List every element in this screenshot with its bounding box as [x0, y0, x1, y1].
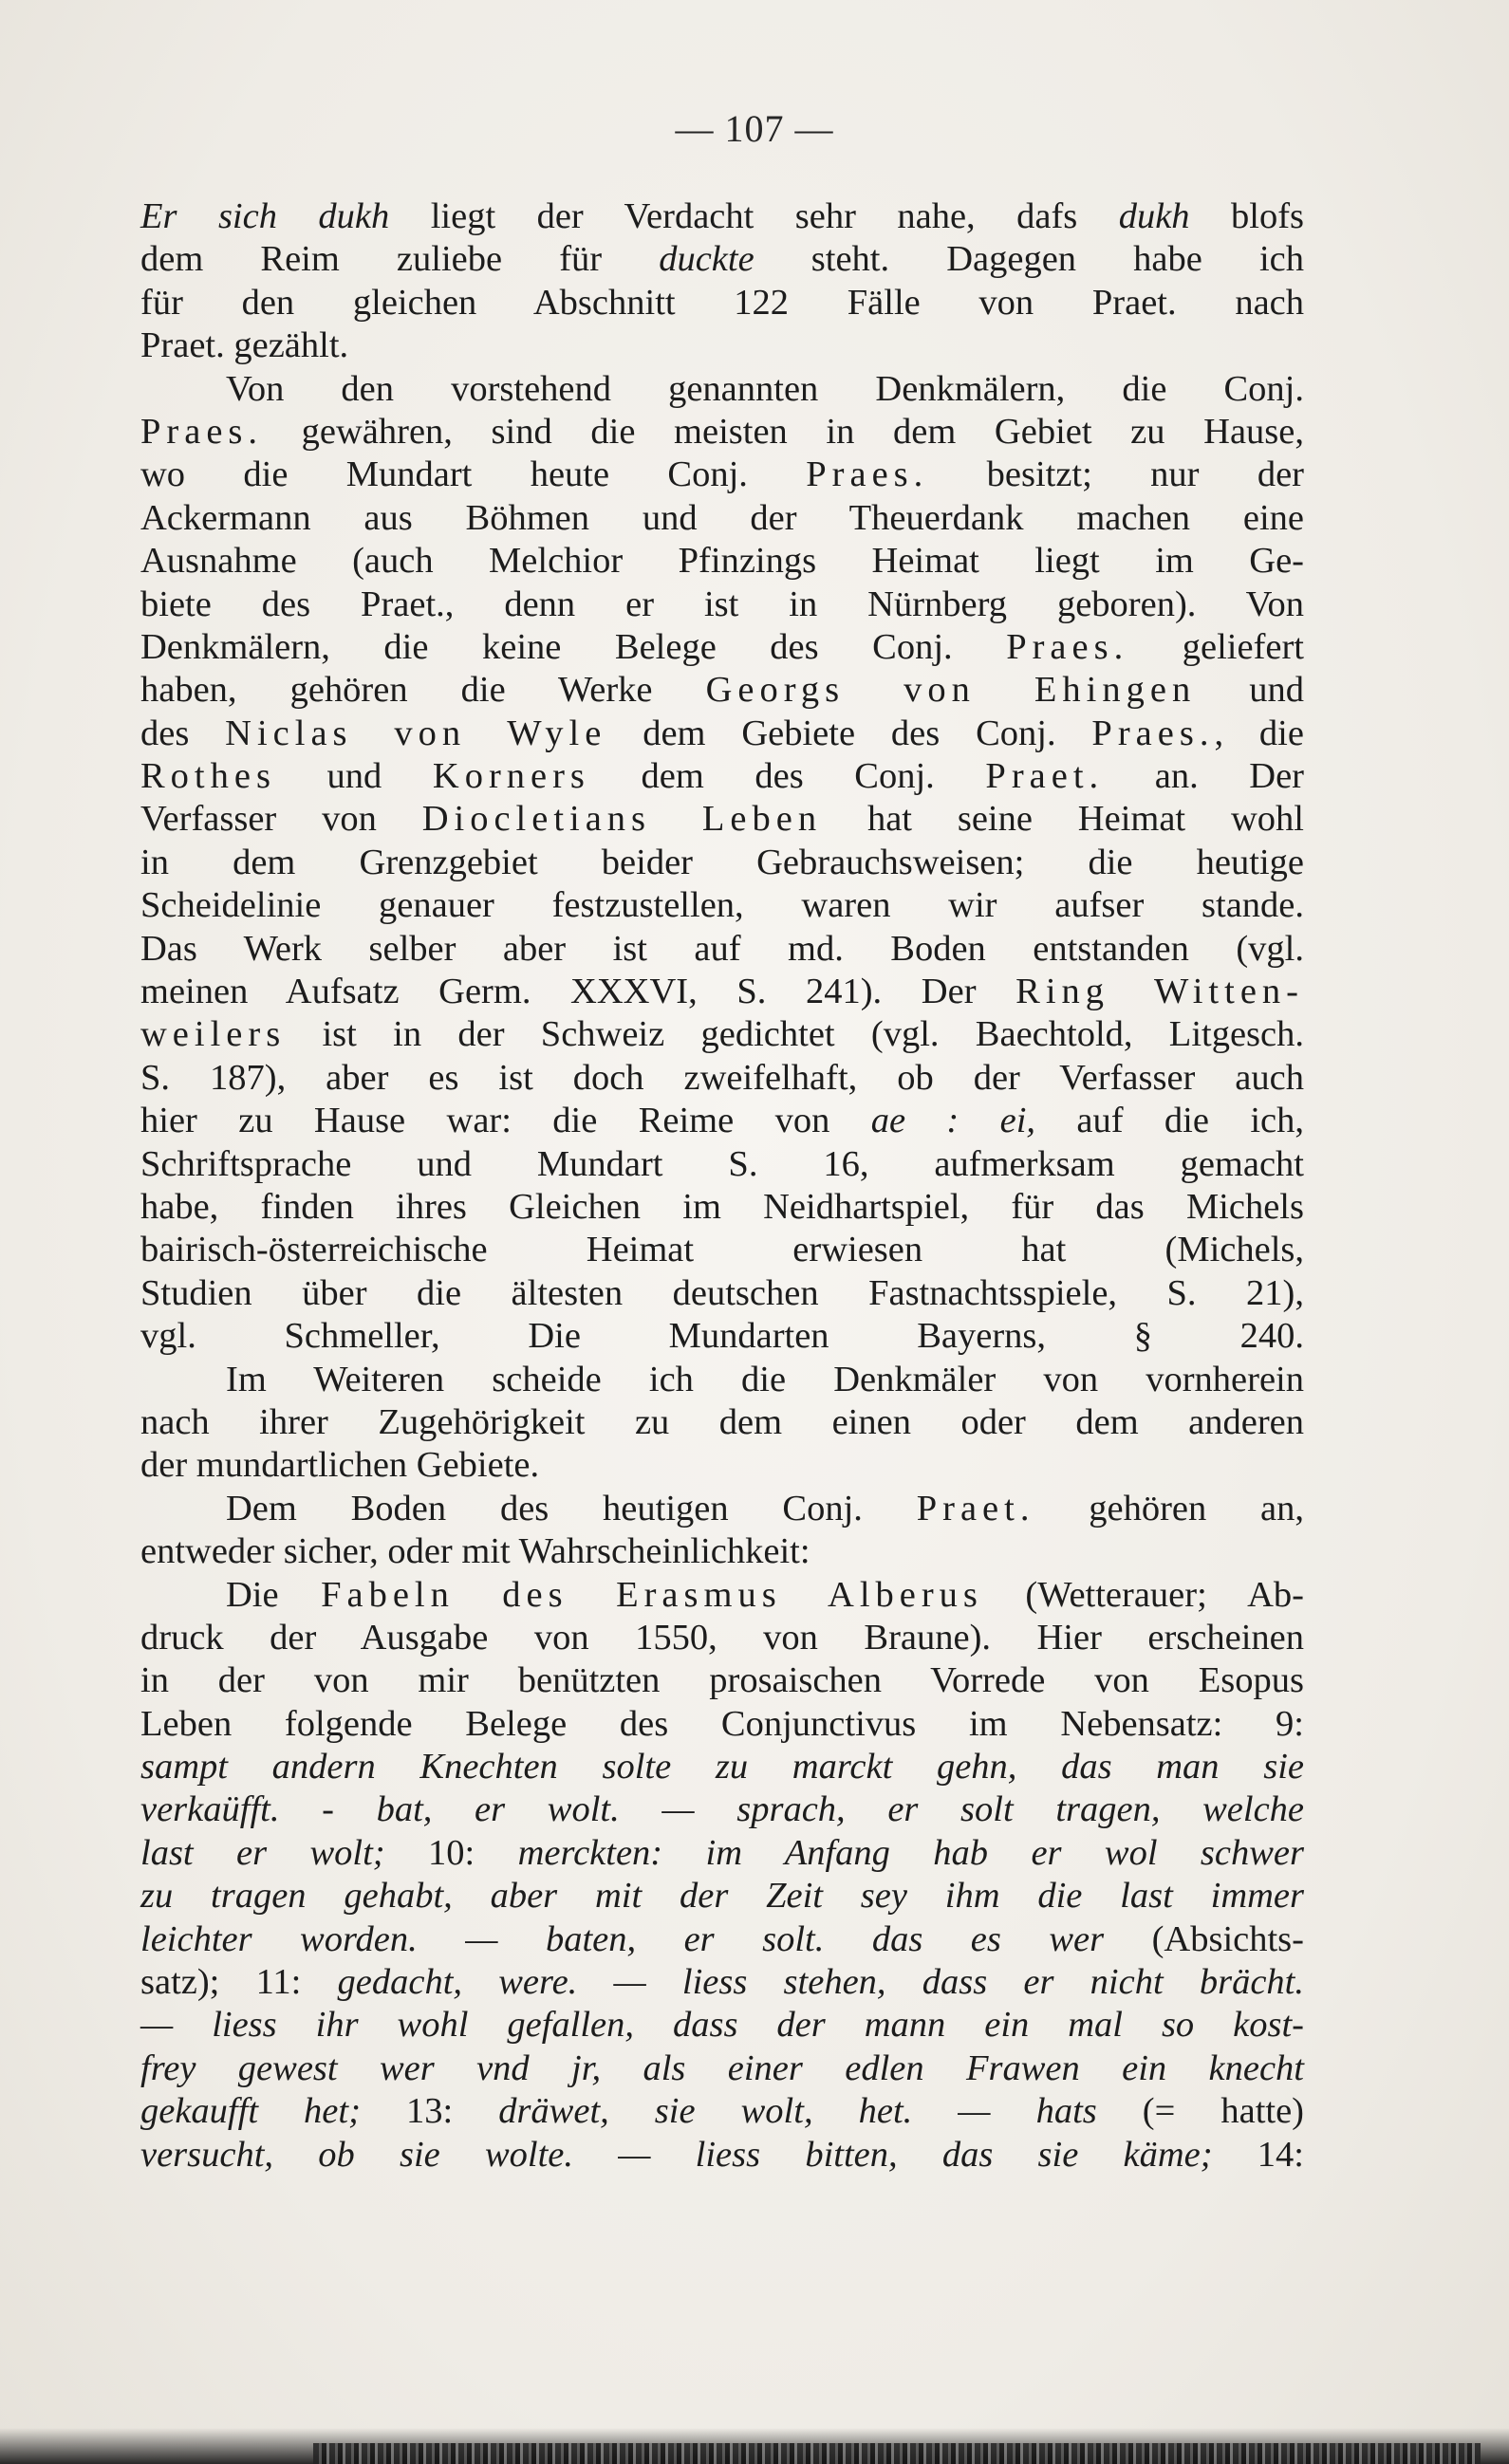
text-segment: satz); 11: — [140, 1962, 338, 2003]
text-segment: S. 187), aber es ist doch zweifelhaft, ob der Verfasser auch — [140, 1057, 1304, 1098]
text-segment: Schriftsprache und Mundart S. 16, aufmerksam gemacht — [140, 1143, 1304, 1184]
text-line — [140, 1574, 1304, 1617]
spaced-text: Korners — [432, 756, 590, 797]
text-segment: 13: — [360, 2091, 499, 2132]
text-segment: vgl. Schmeller, Die Mundarten Bayerns, § 240. — [140, 1316, 1304, 1357]
text-line — [140, 755, 1304, 798]
spaced-text: Niclas von Wyle — [225, 713, 607, 753]
text-line — [140, 1617, 1304, 1659]
text-line — [140, 1832, 1304, 1875]
spaced-text: Praes. — [1006, 626, 1129, 667]
text-line — [140, 669, 1304, 712]
text-segment: an. Der — [1104, 756, 1304, 797]
text-segment: auf die ich, — [1035, 1101, 1304, 1141]
text-line — [140, 1444, 1304, 1487]
text-segment: liegt der Verdacht sehr nahe, dafs — [389, 196, 1119, 236]
text-line — [140, 584, 1304, 626]
text-line — [140, 2134, 1304, 2177]
text-segment: Von den vorstehend genannten Denkmälern, die Conj. — [226, 368, 1304, 409]
text-segment: Denkmälern, die keine Belege des Conj. — [140, 626, 1007, 667]
text-line — [140, 1961, 1304, 2004]
text-segment: in der von mir benützten prosaischen Vorrede von Esopus — [140, 1660, 1304, 1701]
italic-text: verkaüfft. - bat, er wolt. — sprach, er solt tragen, welche — [140, 1789, 1304, 1830]
text-segment: in dem Grenzgebiet beider Gebrauchsweisen; die heutige — [140, 842, 1304, 882]
italic-text: sampt andern Knechten solte zu marckt gehn, das man sie — [140, 1747, 1304, 1788]
text-segment: , die — [1214, 713, 1304, 753]
text-line — [140, 842, 1304, 884]
text-line — [140, 2090, 1304, 2133]
text-segment: Das Werk selber aber ist auf md. Boden entstanden (vgl. — [140, 928, 1304, 969]
spaced-text: Rothes — [140, 756, 276, 797]
text-segment: Praet. gezählt. — [140, 325, 349, 366]
text-line — [140, 928, 1304, 971]
text-segment: hat seine Heimat wohl — [822, 799, 1304, 840]
italic-text: dukh — [1118, 196, 1190, 236]
text-segment: und — [275, 756, 433, 797]
text-segment: wo die Mundart heute Conj. — [140, 454, 807, 495]
text-line — [140, 411, 1304, 454]
spaced-text: Praes. — [140, 411, 264, 452]
text-segment: 14: — [1212, 2134, 1304, 2175]
text-line — [140, 971, 1304, 1013]
italic-text: gedacht, were. — liess stehen, dass er nicht brächt. — [337, 1962, 1304, 2003]
spaced-text: Fabeln des Erasmus Alberus — [321, 1574, 983, 1615]
text-segment: geliefert — [1128, 626, 1304, 667]
text-line — [140, 1057, 1304, 1100]
text-segment: Leben folgende Belege des Conjunctivus im Nebensatz: 9: — [140, 1703, 1304, 1744]
text-line — [140, 626, 1304, 669]
text-line — [140, 1186, 1304, 1229]
text-segment: (= hatte) — [1096, 2091, 1304, 2132]
text-line — [140, 713, 1304, 755]
text-line — [140, 540, 1304, 583]
text-line — [140, 1013, 1304, 1056]
text-segment: bairisch-österreichische Heimat erwiesen hat (Michels, — [140, 1230, 1304, 1270]
italic-text: Er sich dukh — [140, 196, 390, 236]
spaced-text: Praet. — [916, 1488, 1035, 1528]
text-line — [140, 1659, 1304, 1702]
text-segment: Studien über die ältesten deutschen Fastnachtsspiele, S. 21), — [140, 1272, 1304, 1313]
spaced-text: weilers — [140, 1014, 287, 1055]
text-line — [140, 1272, 1304, 1315]
text-line — [140, 1703, 1304, 1746]
text-segment: meinen Aufsatz Germ. XXXVI, S. 241). Der — [140, 972, 1016, 1012]
text-segment: entweder sicher, oder mit Wahrscheinlichkeit: — [140, 1531, 810, 1572]
text-segment: gewähren, sind die meisten in dem Gebiet zu Hause, — [263, 411, 1304, 452]
italic-text: leichter worden. — baten, er solt. das es wer — [140, 1918, 1105, 1959]
text-line — [140, 1401, 1304, 1444]
text-segment: Dem Boden des heutigen Conj. — [226, 1488, 917, 1528]
text-line — [140, 368, 1304, 411]
italic-text: ae : ei, — [870, 1101, 1036, 1141]
text-segment: dem Gebiete des Conj. — [606, 713, 1092, 753]
text-line — [140, 282, 1304, 324]
text-line — [140, 195, 1304, 238]
italic-text: gekaufft het; — [140, 2091, 361, 2132]
body-text — [140, 195, 1304, 2177]
text-segment: Im Weiteren scheide ich die Denkmäler von vornherein — [226, 1359, 1304, 1399]
text-segment: der mundartlichen Gebiete. — [140, 1445, 540, 1486]
text-line — [140, 454, 1304, 496]
text-line — [140, 2004, 1304, 2047]
text-segment: Die — [226, 1574, 322, 1615]
text-segment: druck der Ausgabe von 1550, von Braune). Hier erscheinen — [140, 1617, 1304, 1658]
text-segment: (Absichts- — [1104, 1918, 1304, 1959]
text-segment: biete des Praet., denn er ist in Nürnberg geboren). Von — [140, 584, 1304, 624]
text-line — [140, 324, 1304, 367]
italic-text: zu tragen gehabt, aber mit der Zeit sey ihm die last immer — [140, 1876, 1304, 1917]
page-number: — 107 — — [675, 107, 834, 150]
text-segment: des — [140, 713, 226, 753]
spaced-text: Diocletians Leben — [421, 799, 823, 840]
spaced-text: Praet. — [985, 756, 1105, 797]
text-segment: nach ihrer Zugehörigkeit zu dem einen oder dem anderen — [140, 1401, 1304, 1442]
text-segment: 10: — [384, 1832, 518, 1873]
text-line — [140, 1488, 1304, 1530]
text-segment: Ausnahme (auch Melchior Pfinzings Heimat liegt im Ge- — [140, 541, 1304, 582]
text-line — [140, 1530, 1304, 1573]
text-segment: dem des Conj. — [589, 756, 986, 797]
italic-text: dräwet, sie wolt, het. — hats — [498, 2091, 1097, 2132]
text-line — [140, 1875, 1304, 1917]
text-line — [140, 1315, 1304, 1358]
text-line — [140, 798, 1304, 841]
text-segment: blofs — [1189, 196, 1305, 236]
text-segment: dem Reim zuliebe für — [140, 239, 660, 280]
spaced-text: Georgs von Ehingen — [705, 670, 1197, 711]
text-segment: hier zu Hause war: die Reime von — [140, 1101, 871, 1141]
scan-binding-band — [313, 2443, 1481, 2464]
text-segment: Verfasser von — [140, 799, 422, 840]
text-segment: gehören an, — [1034, 1488, 1304, 1528]
text-line — [140, 1229, 1304, 1271]
text-segment: und — [1196, 670, 1304, 711]
text-line — [140, 497, 1304, 540]
spaced-text: Praes. — [806, 454, 929, 495]
text-segment: steht. Dagegen habe ich — [754, 239, 1304, 280]
italic-text: versucht, ob sie wolte. — liess bitten, das sie käme; — [140, 2134, 1213, 2175]
text-line — [140, 1746, 1304, 1788]
text-segment: haben, gehören die Werke — [140, 670, 706, 711]
text-segment: (Wetterauer; Ab- — [982, 1574, 1304, 1615]
italic-text: — liess ihr wohl gefallen, dass der mann ein mal so kost- — [140, 2005, 1304, 2046]
text-line — [140, 1143, 1304, 1186]
italic-text: duckte — [659, 239, 754, 280]
text-segment: Ackermann aus Böhmen und der Theuerdank machen eine — [140, 497, 1304, 538]
text-segment: habe, finden ihres Gleichen im Neidhartspiel, für das Michels — [140, 1186, 1304, 1227]
text-segment: Scheidelinie genauer festzustellen, waren wir aufser stande. — [140, 885, 1304, 926]
text-line — [140, 1918, 1304, 1961]
text-line — [140, 2047, 1304, 2090]
italic-text: last er wolt; — [140, 1832, 385, 1873]
italic-text: frey gewest wer vnd jr, als einer edlen Frawen ein knecht — [140, 2047, 1304, 2088]
text-line — [140, 884, 1304, 927]
text-segment: ist in der Schweiz gedichtet (vgl. Baechtold, Litgesch. — [286, 1014, 1304, 1055]
italic-text: merckten: im Anfang hab er wol schwer — [517, 1832, 1305, 1873]
spaced-text: Praes. — [1091, 713, 1215, 753]
spaced-text: Ring Witten- — [1015, 972, 1304, 1012]
text-line — [140, 238, 1304, 281]
text-line — [140, 1359, 1304, 1401]
text-segment: besitzt; nur der — [928, 454, 1304, 495]
text-line — [140, 1788, 1304, 1831]
text-line — [140, 1100, 1304, 1142]
text-segment: für den gleichen Abschnitt 122 Fälle von Praet. nach — [140, 282, 1304, 323]
